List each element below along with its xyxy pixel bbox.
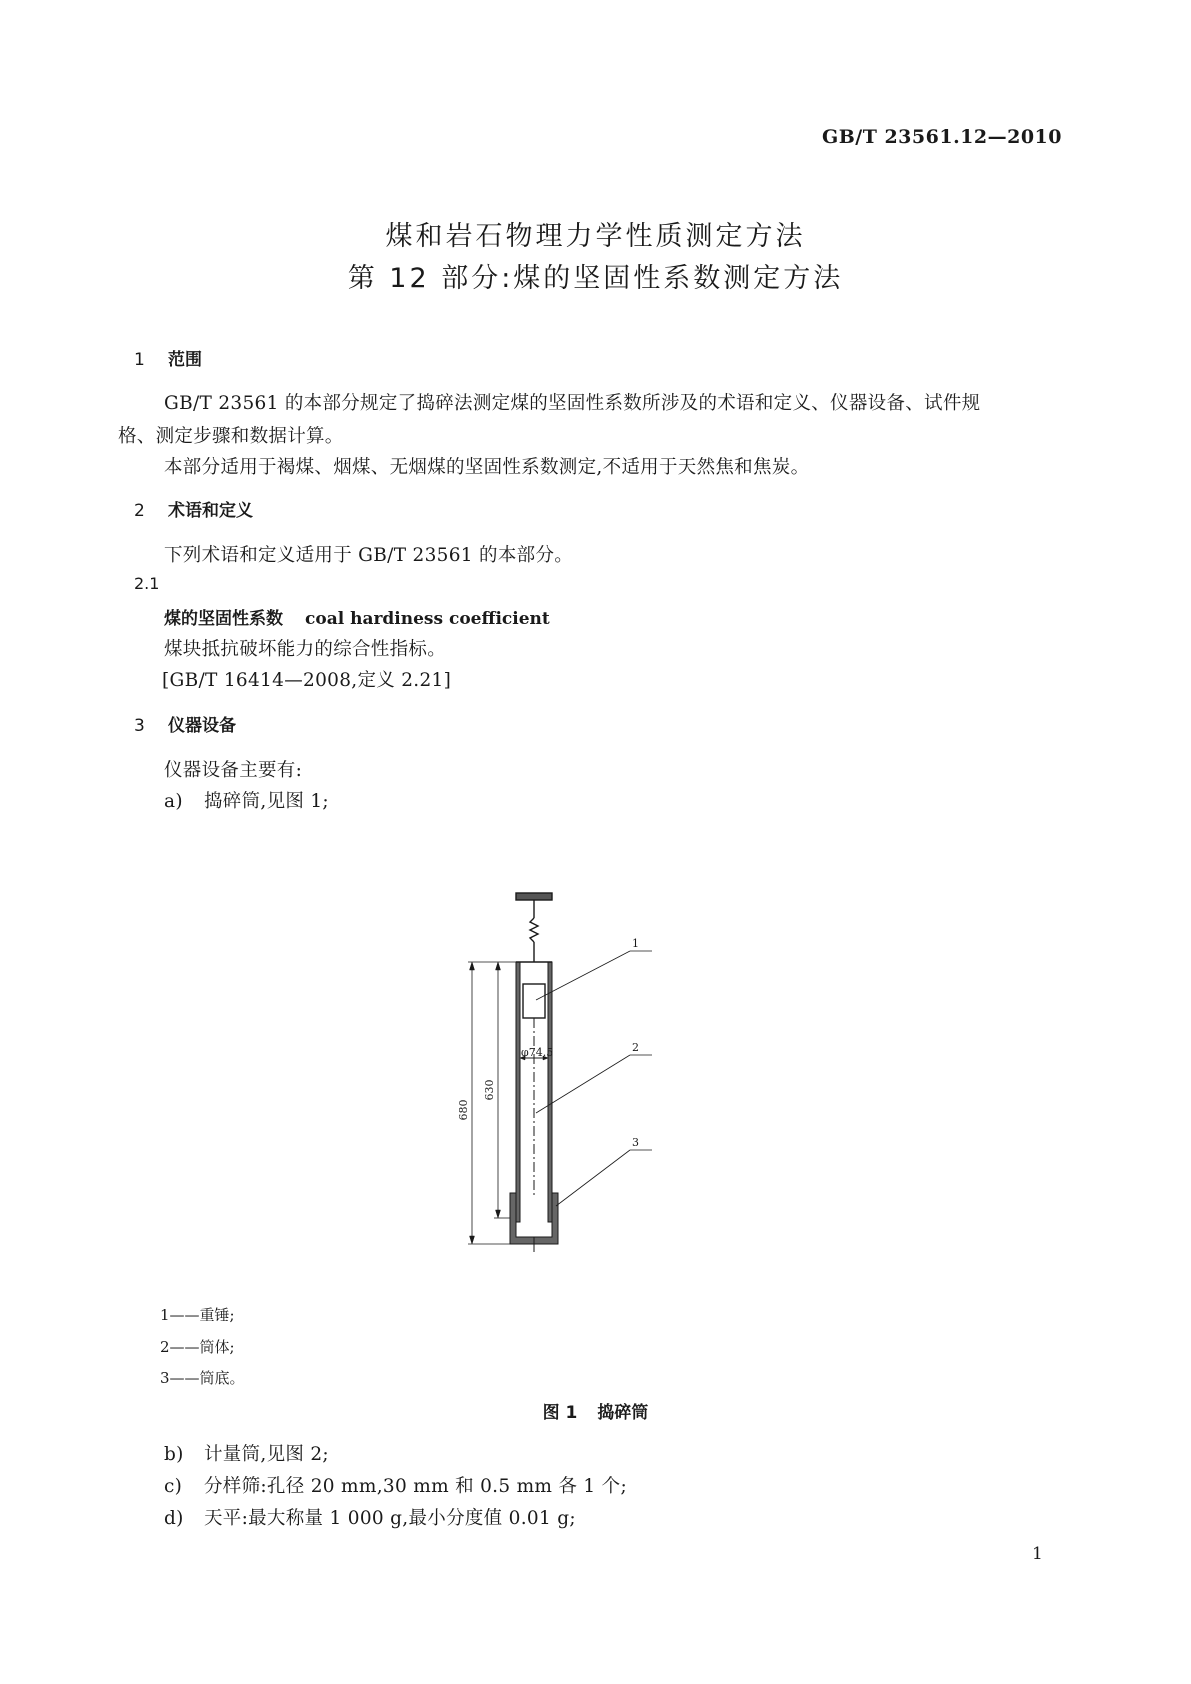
- section-title: 仪器设备: [168, 716, 236, 736]
- term-heading: [164, 604, 550, 629]
- callout-1: 1: [632, 937, 639, 950]
- callout-2: 2: [632, 1041, 639, 1054]
- figure-legend-item-1: 1——重锤;: [160, 1306, 235, 1324]
- term-english: coal hardiness coefficient: [305, 609, 550, 629]
- section-2-intro: 下列术语和定义适用于 GB/T 23561 的本部分。: [164, 545, 574, 566]
- term-definition: 煤块抵抗破坏能力的综合性指标。: [164, 639, 447, 660]
- section-number: 1: [134, 350, 145, 370]
- term-source: [GB/T 16414—2008,定义 2.21]: [162, 670, 452, 691]
- list-item-text: 计量筒,见图 2;: [204, 1444, 329, 1465]
- section-number: 3: [134, 716, 145, 736]
- section-2-heading: [134, 496, 253, 521]
- list-item-text: 捣碎筒,见图 1;: [204, 791, 329, 812]
- section-1-heading: [134, 345, 202, 370]
- list-item-label: d): [164, 1508, 184, 1529]
- list-item-label: c): [164, 1476, 183, 1497]
- list-item: [164, 1504, 576, 1530]
- section-title: 范围: [168, 350, 202, 370]
- section-3-heading: [134, 711, 236, 736]
- dimension-inner-label: 630: [483, 1079, 496, 1101]
- figure-caption-number: 图 1: [542, 1403, 578, 1423]
- dimension-outer-label: 680: [457, 1099, 470, 1121]
- list-item: [164, 787, 329, 813]
- standard-code: GB/T 23561.12—2010: [821, 126, 1062, 148]
- section-1-paragraph-1-line-2: 格、测定步骤和数据计算。: [118, 426, 344, 447]
- page-number: 1: [1032, 1544, 1043, 1564]
- document-title-line1: 煤和岩石物理力学性质测定方法: [385, 221, 806, 252]
- figure-1-caption: [0, 1398, 1191, 1423]
- section-3-intro: 仪器设备主要有:: [164, 760, 303, 781]
- term-number: 2.1: [134, 574, 160, 593]
- list-item-text: 天平:最大称量 1 000 g,最小分度值 0.01 g;: [204, 1508, 576, 1529]
- diameter-label: φ74.5: [521, 1046, 554, 1059]
- figure-1-tamping-cylinder: [457, 888, 730, 1278]
- section-1-paragraph-2: 本部分适用于褐煤、烟煤、无烟煤的坚固性系数测定,不适用于天然焦和焦炭。: [164, 457, 810, 478]
- term-chinese: 煤的坚固性系数: [164, 609, 283, 629]
- section-1-paragraph-1-line-1: GB/T 23561 的本部分规定了捣碎法测定煤的坚固性系数所涉及的术语和定义、仪器设备、试件规: [164, 393, 981, 414]
- section-title: 术语和定义: [168, 501, 253, 521]
- figure-caption-title: 捣碎筒: [597, 1403, 649, 1423]
- list-item: [164, 1440, 329, 1466]
- document-title-line2: 第 12 部分:煤的坚固性系数测定方法: [347, 263, 844, 294]
- list-item-label: a): [164, 791, 183, 812]
- figure-legend-item-2: 2——筒体;: [160, 1338, 235, 1356]
- list-item-label: b): [164, 1444, 184, 1465]
- list-item-text: 分样筛:孔径 20 mm,30 mm 和 0.5 mm 各 1 个;: [204, 1476, 627, 1497]
- list-item: [164, 1472, 627, 1498]
- figure-legend-item-3: 3——筒底。: [160, 1369, 245, 1387]
- callout-3: 3: [632, 1136, 639, 1149]
- section-number: 2: [134, 501, 145, 521]
